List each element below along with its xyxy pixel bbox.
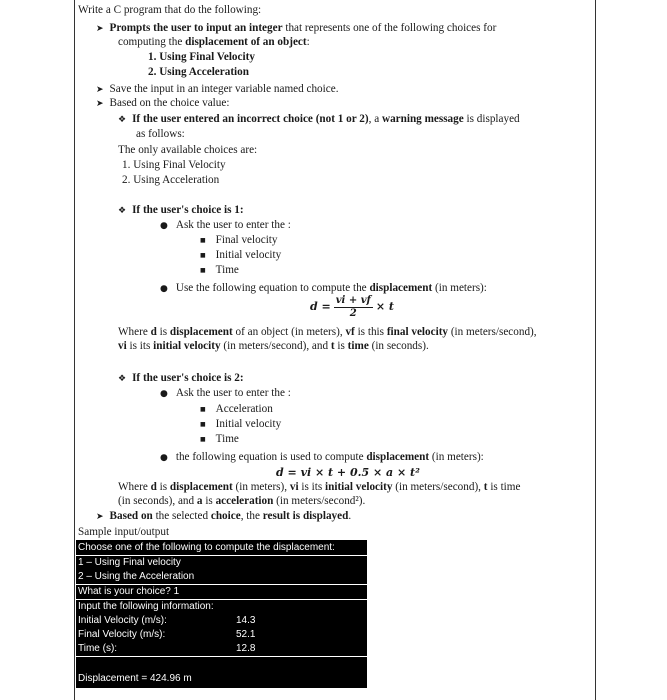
square-bullet-icon: ■	[200, 237, 206, 244]
case2-where-2: (in seconds), and a is acceleration (in meters/second²).	[118, 495, 366, 507]
dot-bullet-icon: ●	[160, 389, 168, 399]
diamond-bullet-icon: ❖	[118, 115, 127, 125]
dot-bullet-icon: ●	[160, 221, 168, 231]
based-line: ➤ Based on the choice value:	[96, 97, 230, 109]
arrow-bullet-icon: ➤	[96, 85, 104, 95]
case1-heading: ❖ If the user's choice is 1:	[118, 204, 244, 216]
case2-equation: d = vi × t + 0.5 × a × t²	[276, 466, 420, 479]
console-line-4: What is your choice? 1	[78, 586, 180, 597]
choice-bold-2: 2. Using Acceleration	[148, 66, 249, 78]
sample-label: Sample input/output	[78, 526, 170, 538]
arrow-bullet-icon: ➤	[96, 512, 104, 522]
dot-bullet-icon: ●	[160, 284, 168, 294]
console-input-row	[78, 614, 358, 628]
only-choices: The only available choices are:	[118, 144, 258, 156]
equation-denominator: 2	[349, 308, 357, 319]
sample-console-output	[76, 540, 367, 688]
console-line-1: Choose one of the following to compute the displacement:	[78, 542, 335, 553]
case2-use-eq: ● the following equation is used to compute displacement (in meters):	[160, 451, 484, 463]
case1-item-3: ■ Time	[200, 264, 239, 276]
square-bullet-icon: ■	[200, 406, 206, 413]
square-bullet-icon: ■	[200, 267, 206, 274]
diamond-bullet-icon: ❖	[118, 374, 127, 384]
case2-heading: ❖ If the user's choice is 2:	[118, 372, 244, 384]
input-label: Final Velocity (m/s):	[78, 629, 166, 640]
console-result: Displacement = 424.96 m	[78, 673, 192, 684]
square-bullet-icon: ■	[200, 252, 206, 259]
console-input-row	[78, 642, 358, 656]
console-divider	[76, 656, 367, 657]
case1-equation: d = $\frac{vi + vf}{2}$ × t	[310, 295, 394, 319]
dot-bullet-icon: ●	[160, 453, 168, 463]
console-line-3: 2 – Using the Acceleration	[78, 571, 195, 582]
input-value: 12.8	[236, 643, 256, 654]
warning-line: ❖ If the user entered an incorrect choice (not 1 or 2), a warning message is displayed	[118, 113, 520, 125]
input-label: Initial Velocity (m/s):	[78, 615, 167, 626]
case2-item-2: ■ Initial velocity	[200, 418, 282, 430]
input-value: 52.1	[236, 629, 256, 640]
choice-plain-1: 1. Using Final Velocity	[122, 159, 226, 171]
square-bullet-icon: ■	[200, 421, 206, 428]
choice-plain-2: 2. Using Acceleration	[122, 174, 220, 186]
case1-item-1: ■ Final velocity	[200, 234, 278, 246]
arrow-bullet-icon: ➤	[96, 24, 104, 34]
equation-numerator: vi + vf	[335, 295, 371, 306]
case1-where-2: vi is its initial velocity (in meters/second), and t is time (in seconds).	[118, 340, 429, 352]
diamond-bullet-icon: ❖	[118, 206, 127, 216]
arrow-bullet-icon: ➤	[96, 99, 104, 109]
case1-where-1: Where d is displacement of an object (in meters), vf is this final velocity (in meters/second),	[118, 326, 537, 338]
input-label: Time (s):	[78, 643, 118, 654]
console-input-row	[78, 628, 358, 642]
case2-where-1: Where d is displacement (in meters), vi is its initial velocity (in meters/second), t is time	[118, 481, 521, 493]
case1-use-eq: ● Use the following equation to compute the displacement (in meters):	[160, 282, 487, 294]
case1-ask: ● Ask the user to enter the :	[160, 219, 291, 231]
console-line-2: 1 – Using Final velocity	[78, 557, 181, 568]
console-line-5: Input the following information:	[78, 601, 214, 612]
save-line: ➤ Save the input in an integer variable named choice.	[96, 83, 339, 95]
case2-ask: ● Ask the user to enter the :	[160, 387, 291, 399]
prompt-line-2: computing the displacement of an object:	[118, 36, 310, 48]
case2-item-3: ■ Time	[200, 433, 239, 445]
input-value: 14.3	[236, 615, 256, 626]
case1-item-2: ■ Initial velocity	[200, 249, 282, 261]
intro-line: Write a C program that do the following:	[78, 4, 262, 16]
prompt-line-1: ➤ Prompts the user to input an integer that represents one of the following choices for	[96, 22, 497, 34]
case2-item-1: ■ Acceleration	[200, 403, 273, 415]
result-line: ➤ Based on the selected choice, the result is displayed.	[96, 510, 352, 522]
square-bullet-icon: ■	[200, 436, 206, 443]
as-follows: as follows:	[136, 128, 185, 140]
choice-bold-1: 1. Using Final Velocity	[148, 51, 255, 63]
